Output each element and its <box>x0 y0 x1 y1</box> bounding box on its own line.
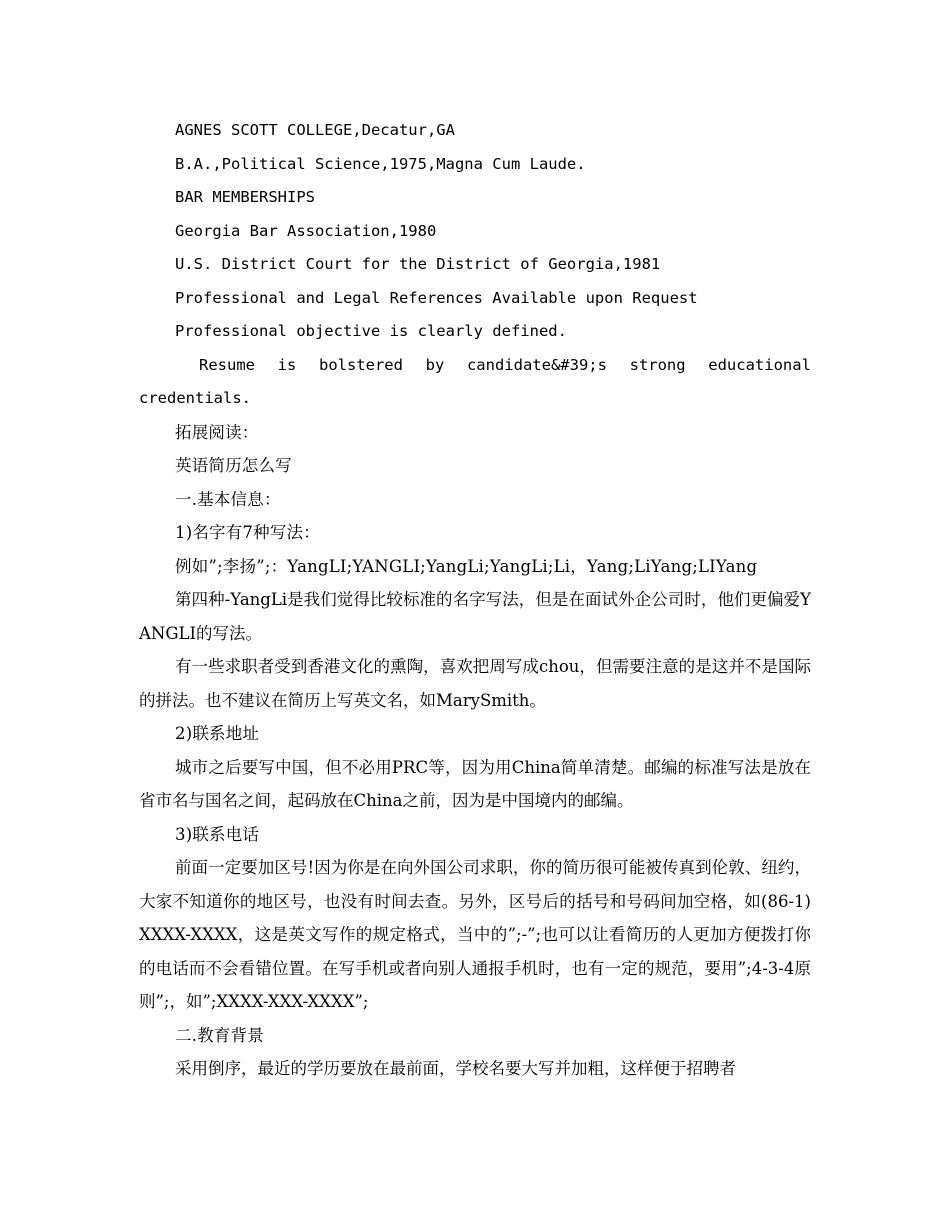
objective-comment-line: Professional objective is clearly defined. <box>175 322 567 340</box>
resume-comment-continuation: credentials. <box>139 389 251 407</box>
references-line: Professional and Legal References Available upon Request <box>175 288 698 307</box>
name-example-line: 例如”;李扬”;：YangLI;YANGLI;YangLi;YangLi;Li，Yang;LiYang;LIYang <box>175 556 758 576</box>
resume-comment-line <box>139 349 811 383</box>
resume-word: Resume <box>199 355 255 374</box>
education-paragraph: 采用倒序，最近的学历要放在最前面，学校名要大写并加粗，这样便于招聘者 <box>175 1059 736 1078</box>
resume-word: bolstered <box>318 355 403 374</box>
article-title: 英语简历怎么写 <box>175 456 292 475</box>
resume-word: candidate&#39;s <box>466 355 607 374</box>
georgia-bar-line: Georgia Bar Association,1980 <box>175 221 437 240</box>
resume-word: is <box>277 355 297 374</box>
fourth-format-paragraph: 第四种-YangLi是我们觉得比较标准的名字写法，但是在面试外企公司时，他们更偏爱YANGLI的写法。 <box>139 590 811 643</box>
chou-spelling-paragraph: 有一些求职者受到香港文化的熏陶，喜欢把周写成chou，但需要注意的是这并不是国际的拼法。也不建议在简历上写英文名，如MarySmith。 <box>139 657 811 710</box>
resume-word: educational <box>708 355 811 374</box>
district-court-line: U.S. District Court for the District of Georgia,1981 <box>175 255 661 273</box>
section-basic-info-heading: 一.基本信息： <box>175 489 281 509</box>
address-heading: 2)联系地址 <box>175 724 260 743</box>
phone-heading: 3)联系电话 <box>175 824 260 844</box>
name-formats-heading: 1)名字有7种写法： <box>175 523 320 542</box>
phone-paragraph: 前面一定要加区号!因为你是在向外国公司求职，你的简历很可能被传真到伦敦、纽约，大家不知道你的地区号，也没有时间去查。另外，区号后的括号和号码间加空格，如(86-1)XXXX-XXXX，这是英文写作的规定格式，当中的”;-”;也可以让看简历的人更加方便拨打你的电话而不会看错位置。在写手机或者向别人通报手机时，也有一定的规范，要用”;4-3-4原则”;，如”;XXXX-XXX-XXXX”; <box>139 858 811 1011</box>
education-college-line: AGNES SCOTT COLLEGE,Decatur,GA <box>175 121 455 139</box>
education-background-heading: 二.教育背景 <box>175 1025 264 1045</box>
bar-memberships-heading: BAR MEMBERSHIPS <box>175 188 315 206</box>
degree-line: B.A.,Political Science,1975,Magna Cum Laude. <box>175 154 586 173</box>
address-paragraph: 城市之后要写中国，但不必用PRC等，因为用China简单清楚。邮编的标准写法是放在省市名与国名之间，起码放在China之前，因为是中国境内的邮编。 <box>139 757 811 810</box>
document-body <box>139 114 811 1086</box>
resume-word: by <box>425 355 445 374</box>
extended-reading-heading: 拓展阅读： <box>175 422 259 442</box>
resume-word: strong <box>629 355 686 374</box>
